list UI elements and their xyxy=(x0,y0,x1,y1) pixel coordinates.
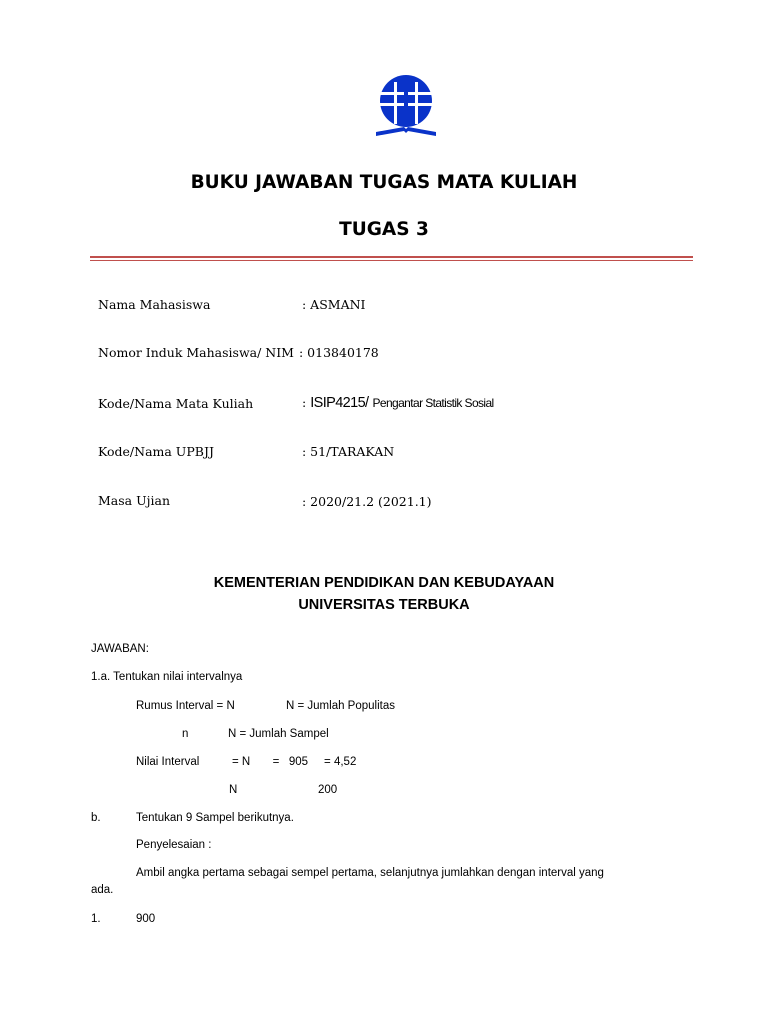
answer-heading: JAWABAN: xyxy=(91,643,149,655)
calc-expression: = N = 905 = 4,52 xyxy=(232,756,357,768)
value-nim: : 013840178 xyxy=(299,345,379,360)
value-nama: : ASMANI xyxy=(302,297,366,312)
value-masa-ujian: : 2020/21.2 (2021.1) xyxy=(302,494,432,509)
calc-den-n: N xyxy=(229,784,238,796)
ministry-heading xyxy=(0,572,768,616)
item-1-number: 1. xyxy=(91,913,101,925)
formula-left: Rumus Interval = N xyxy=(136,700,235,712)
formula-right: N = Jumlah Populitas xyxy=(286,700,395,712)
value-prefix: : xyxy=(302,395,307,410)
course-code: ISIP4215/ xyxy=(310,395,369,411)
label-nim: Nomor Induk Mahasiswa/ NIM xyxy=(98,345,294,360)
course-name: Pengantar Statistik Sosial xyxy=(372,396,494,410)
document-subtitle: TUGAS 3 xyxy=(339,219,429,240)
value-upbjj: : 51/TARAKAN xyxy=(302,444,395,459)
formula-sample: N = Jumlah Sampel xyxy=(228,728,329,740)
ministry-line: KEMENTERIAN PENDIDIKAN DAN KEBUDAYAAN xyxy=(213,575,555,591)
question-1b: Tentukan 9 Sampel berikutnya. xyxy=(136,812,294,824)
header-divider-thin xyxy=(90,260,693,261)
solution-text-cont: ada. xyxy=(91,884,114,896)
label-nama: Nama Mahasiswa xyxy=(98,297,211,312)
formula-denominator: n xyxy=(182,728,189,740)
ut-logo-icon xyxy=(374,74,438,138)
header-divider xyxy=(90,256,693,258)
solution-text: Ambil angka pertama sebagai sempel pertama, selanjutnya jumlahkan dengan interval yang xyxy=(136,867,604,879)
label-upbjj: Kode/Nama UPBJJ xyxy=(98,444,214,459)
label-masa-ujian: Masa Ujian xyxy=(98,493,171,508)
document-title: BUKU JAWABAN TUGAS MATA KULIAH xyxy=(190,172,578,193)
value-mata-kuliah xyxy=(302,395,494,411)
question-1a: 1.a. Tentukan nilai intervalnya xyxy=(91,671,243,683)
question-1b-number: b. xyxy=(91,812,101,824)
solution-label: Penyelesaian : xyxy=(136,839,212,851)
calc-label: Nilai Interval xyxy=(136,756,200,768)
university-line: UNIVERSITAS TERBUKA xyxy=(298,597,470,613)
item-1-value: 900 xyxy=(136,913,156,925)
calc-den-value: 200 xyxy=(318,784,338,796)
label-mata-kuliah: Kode/Nama Mata Kuliah xyxy=(98,396,254,411)
